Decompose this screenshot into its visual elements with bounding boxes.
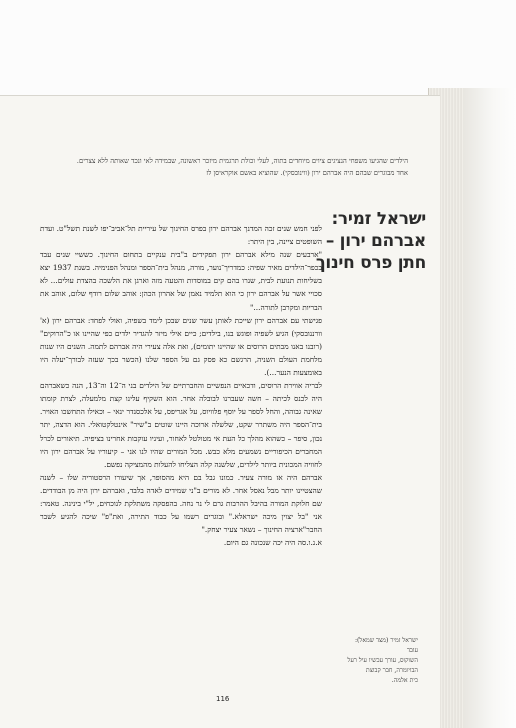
body-paragraph: א.נ.ו.סה היה יכה שנכונה גם היום. xyxy=(223,538,322,548)
footnote-line: הילדים שהגיעו משפחי הנציגים ציוים מיוחדים בתוה, לעלי וכולת תרגמית מיזכר ראשונה, שבמידה לאי ונכד שאותה ללא צצרים. xyxy=(76,157,408,165)
book-edge-shadow xyxy=(460,88,516,728)
footnote xyxy=(40,156,408,179)
caption-line: כית אלמה. xyxy=(391,677,418,684)
footnote-line: אחד מבוגרים שבהם היה אברהם ירון (ווינובסקי). שהוציא באשם אוקראיסן לז xyxy=(206,168,408,177)
caption-line: השוקוס, עורך עכשיו עיל רעל xyxy=(347,657,418,664)
article-body xyxy=(40,222,322,549)
body-paragraph: אברהם היה אז מורה צעיר. כמונו גבל בם היא מהסופר, אך שיעורו הרסטוריה שלו – לשנה שהצטיינו יותר מבל נאסל אחר. לא מורים ב"ני שמידים לאדה בלבד, ואברהם ירון היה מן הבודדים. שם חלוקת המורה בהיבל ההרבות גרם לי נר נחה. בהפסקה משתלקת לנוכחים, יל"י בינינה. טאמר: אני "בל יצוין מיכה ישראלא." ובוגרים רשמו על כבוד התירה, ואת"פ" שיכה להגיע לשבר החבר"ארציה החינוך – נשאר צעיר יצחק." xyxy=(40,472,322,535)
body-paragraph: לפני חמש שנים זכה המדנך אברהם ירון בפרס החינוך של עיריית תל־אביב־יפו לשנת תשל"ט. ועדת השופטים ציינה, בין היתר: xyxy=(40,224,322,247)
body-paragraph: "ארבעים שנה מילא אברהם ירון תפקידים ב"בית ענקיים בתחום החינוך. כששיי שנים עבד בכפר־הילדים מאיר שפיה: כמדריך־נוער, מורה, מנהל בית־הספר ומנהל הפנימיה. בשנת 1937 יצא בשליחות תנועת לבית, שנרו בהם קים במוסדות והטעה מזה וארגן את הלשכה בהצדת עולים... לא סכויי אשר על אברהם ירון כי הוא תלמיד נאמן של אהרון הכהן: אוהב שלום רודף שלום, אוהב את הבריות ומקרבן לתורה..." xyxy=(40,250,322,312)
page-number: 116 xyxy=(216,695,230,703)
caption-line: הבויומרה, חבר קבוצת xyxy=(365,667,418,674)
heading-line: ישראל זמיר: xyxy=(331,209,426,229)
heading-line: חתן פרס חינוך xyxy=(315,253,426,273)
body-paragraph: פגישתי עם אברהם ירון שייכת לאותן עשר שנים שבכן לימד בשפיה, ואולי לפחד: אברהם ירון (א' וורננובסקי) הגיע לשפיה ופוגש בנו, בילדים; כיים אילי מיזר להגדיר ילדים כפי שהיינו או כ"הרוקים" (רובנו באנו מבתים הרוסים או שהיינו יתומים), ואת אלה צעירי היה אברהם לתמה. השנים היו שנות מלחמת העולם השניה, הרגשם כא פסק גם על הספר שלנו (הכשר בכך שעזה לבורך־יעלה היו באומצעות הנער...). xyxy=(40,315,322,378)
caption-line: ישראל זמיר (מצד שמאל): עובד xyxy=(354,637,418,654)
body-paragraph: לבריה אווירת הרוסים, ודכאיים הנפשיים והחברתיים של הילדים בני ה־12 וה־13, הנה כשאברהם היה לכנס לכיתה – חשה שעברנו לבובלה אחר. הוא השקיף עלינו קצת מלמעלה, לצרת קומתו שאינה גבוהה, והחל לספר על יוסף פלוויוס, על אגריפס, על אלכסנדר ינאי – וכאילו התחשכו האויר. בית־הספר היה משתרר שקט, שלשלה ארוכה היינו שוטים ב"שיר" אינטלקטואלי. הוא הדצה, יתר נכון, סיפר – כשהוא מהלך כל העת אי מטולטל לאחור, ועיניו עוקבות אחרינו בציפיה. תיאורים לכרל המחברים הכיפוריים נשמעים מלא כבש. מכל המורים שהיו לנו אני – קיעוריו על אברהם ירון היו לחוויה המכונית ביותר לילדים, שלשנה קלה הצליחו להעלות מהמציקה נפשם. xyxy=(40,381,322,469)
photo-caption xyxy=(344,636,418,686)
article-heading xyxy=(315,208,426,274)
scanner-background xyxy=(0,0,516,98)
heading-line: אברהם ירון – xyxy=(325,231,426,251)
